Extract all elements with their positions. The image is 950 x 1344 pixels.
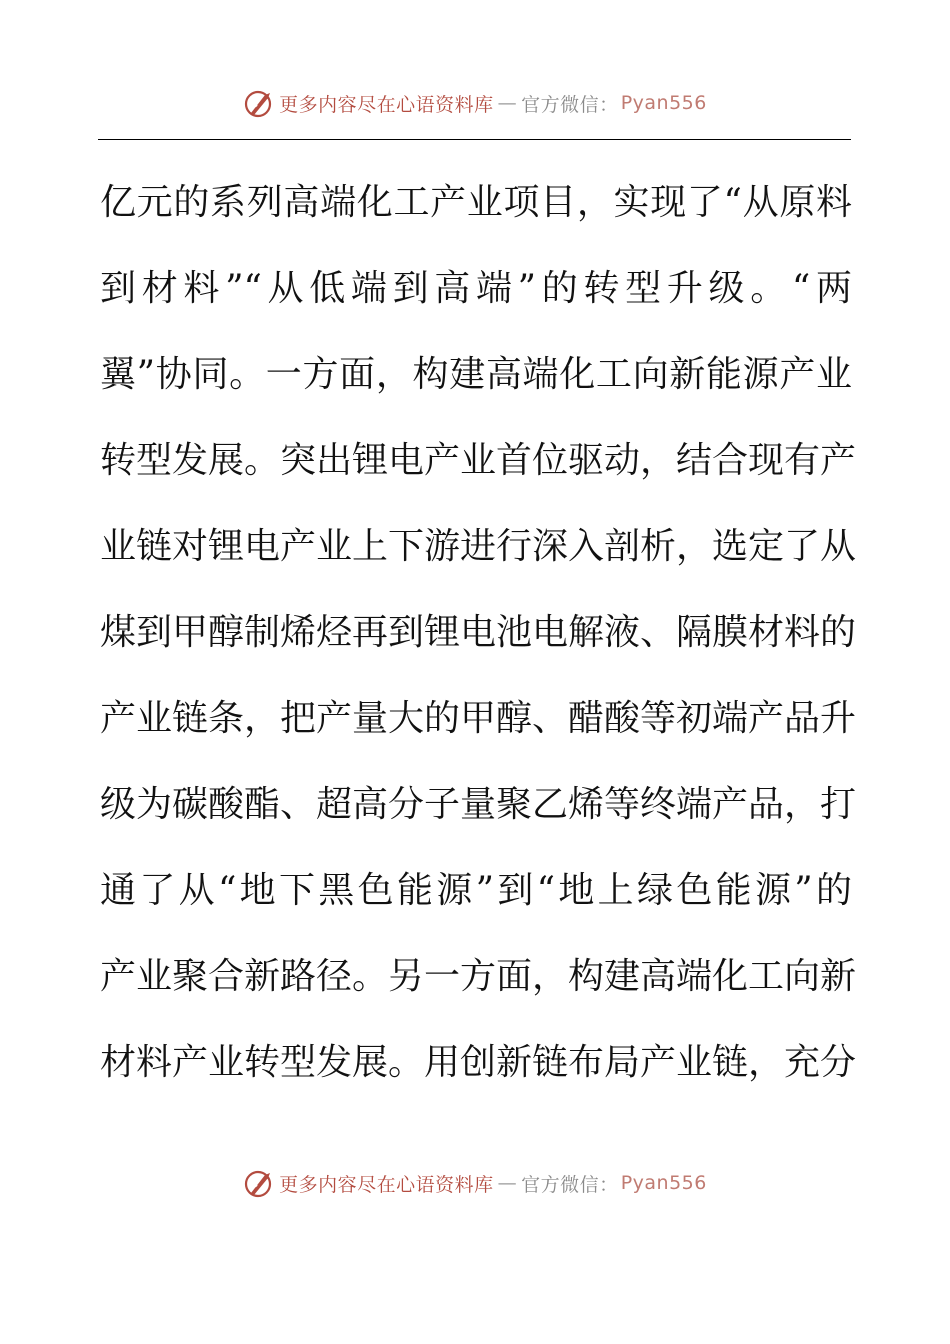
body-line: 级为碳酸酯、超高分子量聚乙烯等终端产品，打 (100, 784, 857, 825)
body-line: 到材料”“从低端到高端”的转型升级。“两 (100, 268, 852, 309)
body-line: 产业聚合新路径。另一方面，构建高端化工向新 (100, 956, 857, 997)
body-line: 材料产业转型发展。用创新链布局产业链，充分 (100, 1042, 857, 1083)
watermark-separator: — (497, 1172, 518, 1194)
body-line: 煤到甲醇制烯烃再到锂电池电解液、隔膜材料的 (100, 612, 857, 653)
body-line: 翼”协同。一方面，构建高端化工向新能源产业 (100, 354, 852, 395)
watermark-label: 官方微信： (521, 1173, 619, 1196)
body-line: 业链对锂电产业上下游进行深入剖析，选定了从 (100, 526, 857, 567)
body-line: 转型发展。突出锂电产业首位驱动，结合现有产 (100, 440, 857, 481)
header-watermark (0, 83, 950, 123)
watermark-id: Pyan556 (620, 92, 707, 114)
watermark-id: Pyan556 (620, 1172, 707, 1194)
watermark-brand: 更多内容尽在心语资料库 (279, 1173, 494, 1196)
watermark-label: 官方微信： (521, 93, 619, 116)
body-line: 通了从“地下黑色能源”到“地上绿色能源”的 (100, 870, 852, 911)
pen-nib-logo-icon (243, 87, 275, 119)
footer-watermark (0, 1163, 950, 1203)
pen-nib-logo-icon (243, 1167, 275, 1199)
header-divider (98, 139, 851, 140)
watermark-brand: 更多内容尽在心语资料库 (279, 93, 494, 116)
watermark-separator: — (497, 92, 518, 114)
body-line: 产业链条，把产量大的甲醇、醋酸等初端产品升 (100, 698, 857, 739)
body-text (100, 168, 857, 1114)
body-line: 亿元的系列高端化工产业项目，实现了“从原料 (100, 182, 852, 223)
